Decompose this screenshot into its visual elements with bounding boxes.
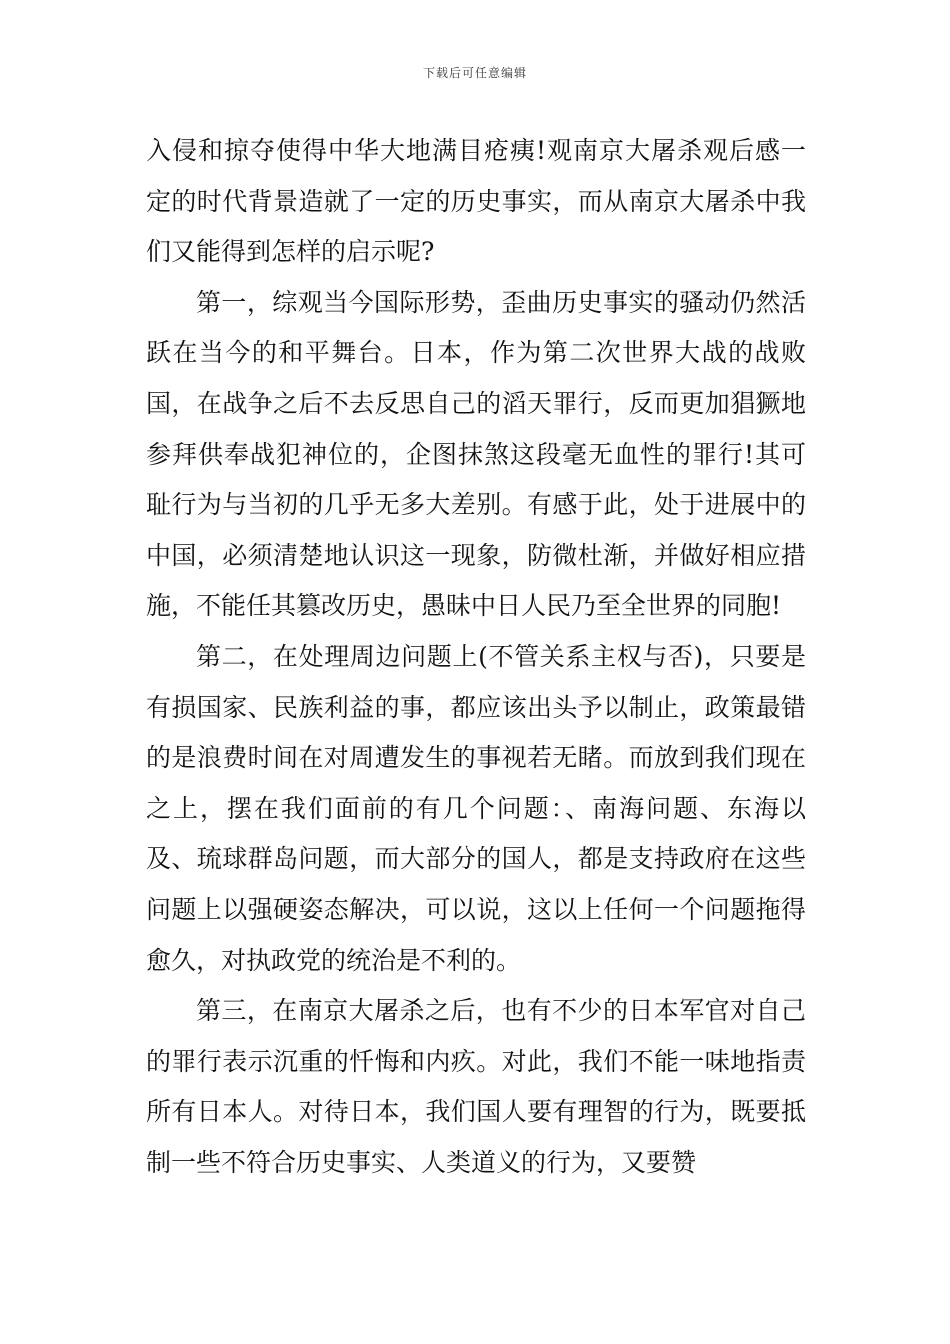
paragraph-second-point: 第二，在处理周边问题上(不管关系主权与否)，只要是有损国家、民族利益的事，都应该出头予以制止，政策最错的是浪费时间在对周遭发生的事视若无睹。而放到我们现在之上，摆在我们面前的有几个问题：、南海问题、东海以及、琉球群岛问题，而大部分的国人，都是支持政府在这些问题上以强硬姿态解决，可以说，这以上任何一个问题拖得愈久，对执政党的统治是不利的。 [146,641,806,975]
document-body [146,126,806,1188]
header-note: 下载后可任意编辑 [422,66,527,80]
paragraph-third-point: 第三，在南京大屠杀之后，也有不少的日本军官对自己的罪行表示沉重的忏悔和内疚。对此，我们不能一味地指责所有日本人。对待日本，我们国人要有理智的行为，既要抵制一些不符合历史事实、人类道义的行为，又要赞 [146,996,806,1177]
paragraph-first-point: 第一，综观当今国际形势，歪曲历史事实的骚动仍然活跃在当今的和平舞台。日本，作为第二次世界大战的战败国，在战争之后不去反思自己的滔天罪行，反而更加猖獗地参拜供奉战犯神位的，企图抹煞这段毫无血性的罪行!其可耻行为与当初的几乎无多大差别。有感于此，处于进展中的中国，必须清楚地认识这一现象，防微杜渐，并做好相应措施，不能任其篡改历史，愚昧中日人民乃至全世界的同胞! [146,287,806,621]
paragraph-continuation: 入侵和掠夺使得中华大地满目疮痍!观南京大屠杀观后感一定的时代背景造就了一定的历史事实，而从南京大屠杀中我们又能得到怎样的启示呢? [146,136,806,267]
